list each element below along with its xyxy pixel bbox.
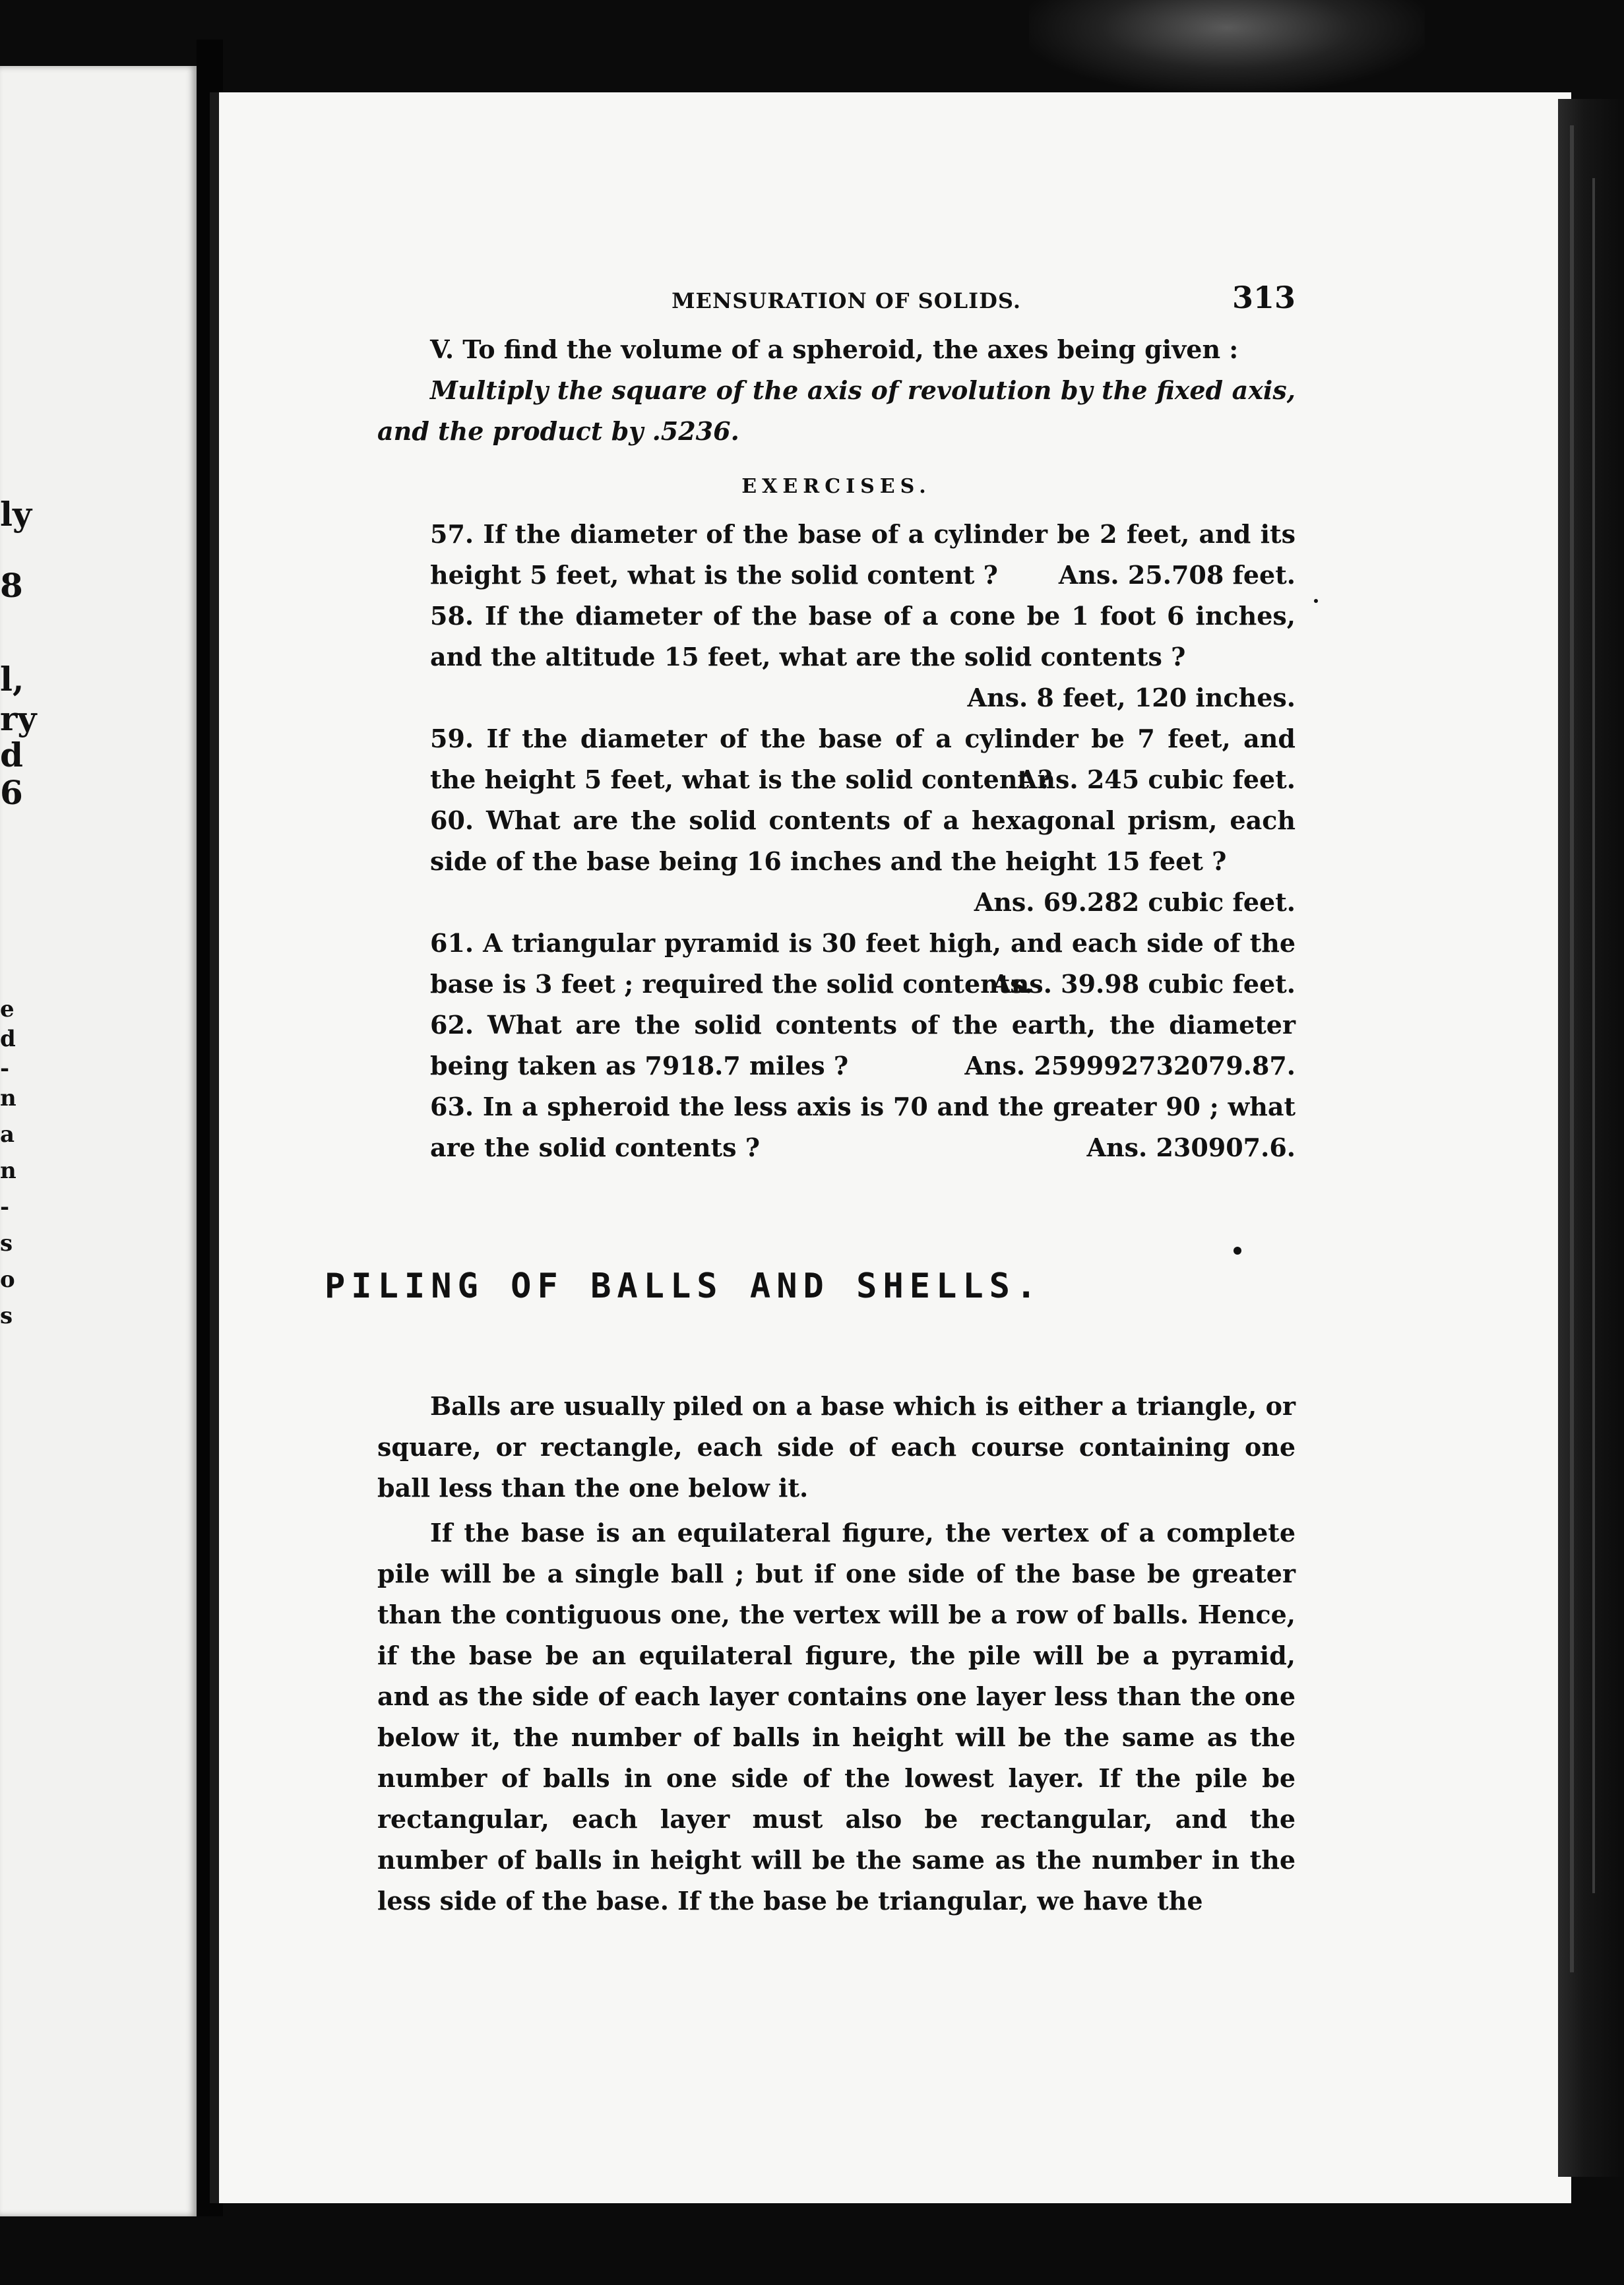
facing-fragment: n (0, 1158, 16, 1184)
rule-statement: V. To find the volume of a spheroid, the axes being given : (430, 334, 1239, 364)
facing-fragment: a (0, 1121, 15, 1148)
exercise-answer: Ans. 8 feet, 120 inches. (967, 683, 1296, 712)
page-header (377, 277, 1296, 321)
running-head: MENSURATION OF SOLIDS. (671, 288, 1021, 313)
exercise-answer: Ans. 69.282 cubic feet. (974, 887, 1296, 917)
exercise-58 (377, 596, 1296, 718)
exercise-answer: Ans. 39.98 cubic feet. (991, 969, 1296, 999)
facing-fragment: ry (0, 699, 37, 738)
exercise-question: 61. A triangular pyramid is 30 feet high, and each side of the base is 3 feet ; required the solid contents. (430, 928, 1296, 999)
exercise-63 (377, 1086, 1296, 1168)
facing-fragment: - (0, 1055, 10, 1082)
body-paragraph: Balls are usually piled on a base which is either a triangle, or square, or rectangle, each side of each course containing one ball less than the one below it. (377, 1391, 1296, 1503)
facing-fragment: n (0, 1085, 16, 1111)
exercise-question: 63. In a spheroid the less axis is 70 and the greater 90 ; what are the solid contents ? (430, 1092, 1296, 1162)
exercise-60 (377, 800, 1296, 923)
facing-fragment: s (0, 1230, 13, 1257)
exercise-question: 57. If the diameter of the base of a cylinder be 2 feet, and its height 5 feet, what is the solid content ? (430, 519, 1296, 590)
facing-fragment: ly (0, 495, 32, 534)
facing-fragment: d (0, 1026, 16, 1052)
exercise-62 (377, 1005, 1296, 1086)
exercise-question: 62. What are the solid contents of the earth, the diameter being taken as 7918.7 miles ? (430, 1010, 1296, 1080)
exercise-question: 59. If the diameter of the base of a cylinder be 7 feet, and the height 5 feet, what is the solid content ? (430, 724, 1296, 794)
facing-fragment: - (0, 1194, 10, 1220)
section-title: PILING OF BALLS AND SHELLS. (325, 1267, 1043, 1306)
exercise-59 (377, 718, 1296, 800)
ink-speck (1234, 1247, 1241, 1255)
page-edge (1558, 99, 1624, 2177)
exercises-heading: EXERCISES. (741, 475, 931, 498)
exercise-answer: Ans. 230907.6. (1086, 1133, 1296, 1162)
facing-fragment: 8 (0, 566, 23, 605)
facing-fragment: s (0, 1303, 13, 1329)
page-number: 313 (1232, 280, 1296, 315)
facing-page (0, 66, 197, 2216)
scan-shadow (1029, 0, 1425, 92)
exercise-57 (377, 514, 1296, 596)
facing-fragment: 6 (0, 773, 23, 812)
exercise-question: 60. What are the solid contents of a hexagonal prism, each side of the base being 16 inches and the height 15 feet ? (430, 805, 1296, 876)
exercise-question: 58. If the diameter of the base of a cone be 1 foot 6 inches, and the altitude 15 feet, what are the solid contents ? (430, 601, 1296, 672)
facing-fragment: l, (0, 660, 24, 699)
exercise-61 (377, 923, 1296, 1005)
rule-instruction: Multiply the square of the axis of revolution by the fixed axis, and the product by .5236. (377, 375, 1296, 446)
facing-fragment: d (0, 736, 23, 774)
facing-fragment: e (0, 996, 15, 1022)
ink-speck (1314, 599, 1318, 603)
exercise-answer: Ans. 259992732079.87. (964, 1051, 1296, 1080)
facing-fragment: o (0, 1267, 15, 1293)
exercise-answer: Ans. 245 cubic feet. (1017, 765, 1296, 794)
exercise-answer: Ans. 25.708 feet. (1058, 560, 1296, 590)
page-text (325, 277, 1296, 1925)
body-paragraph: If the base is an equilateral figure, the vertex of a complete pile will be a single ball ; but if one side of the base be greater than the contiguous one, the vertex will be a row of balls. Hence, if the base be an equilateral figure, the pile will be a pyramid, and as the side of each layer contains one layer less than the one below it, the number of balls in height will be the same as the number of balls in one side of the lowest layer. If the pile be rectangular, each layer must also be rectangular, and the number of balls in height will be the same as the number in the less side of the base. If the base be triangular, we have the (377, 1518, 1296, 1916)
